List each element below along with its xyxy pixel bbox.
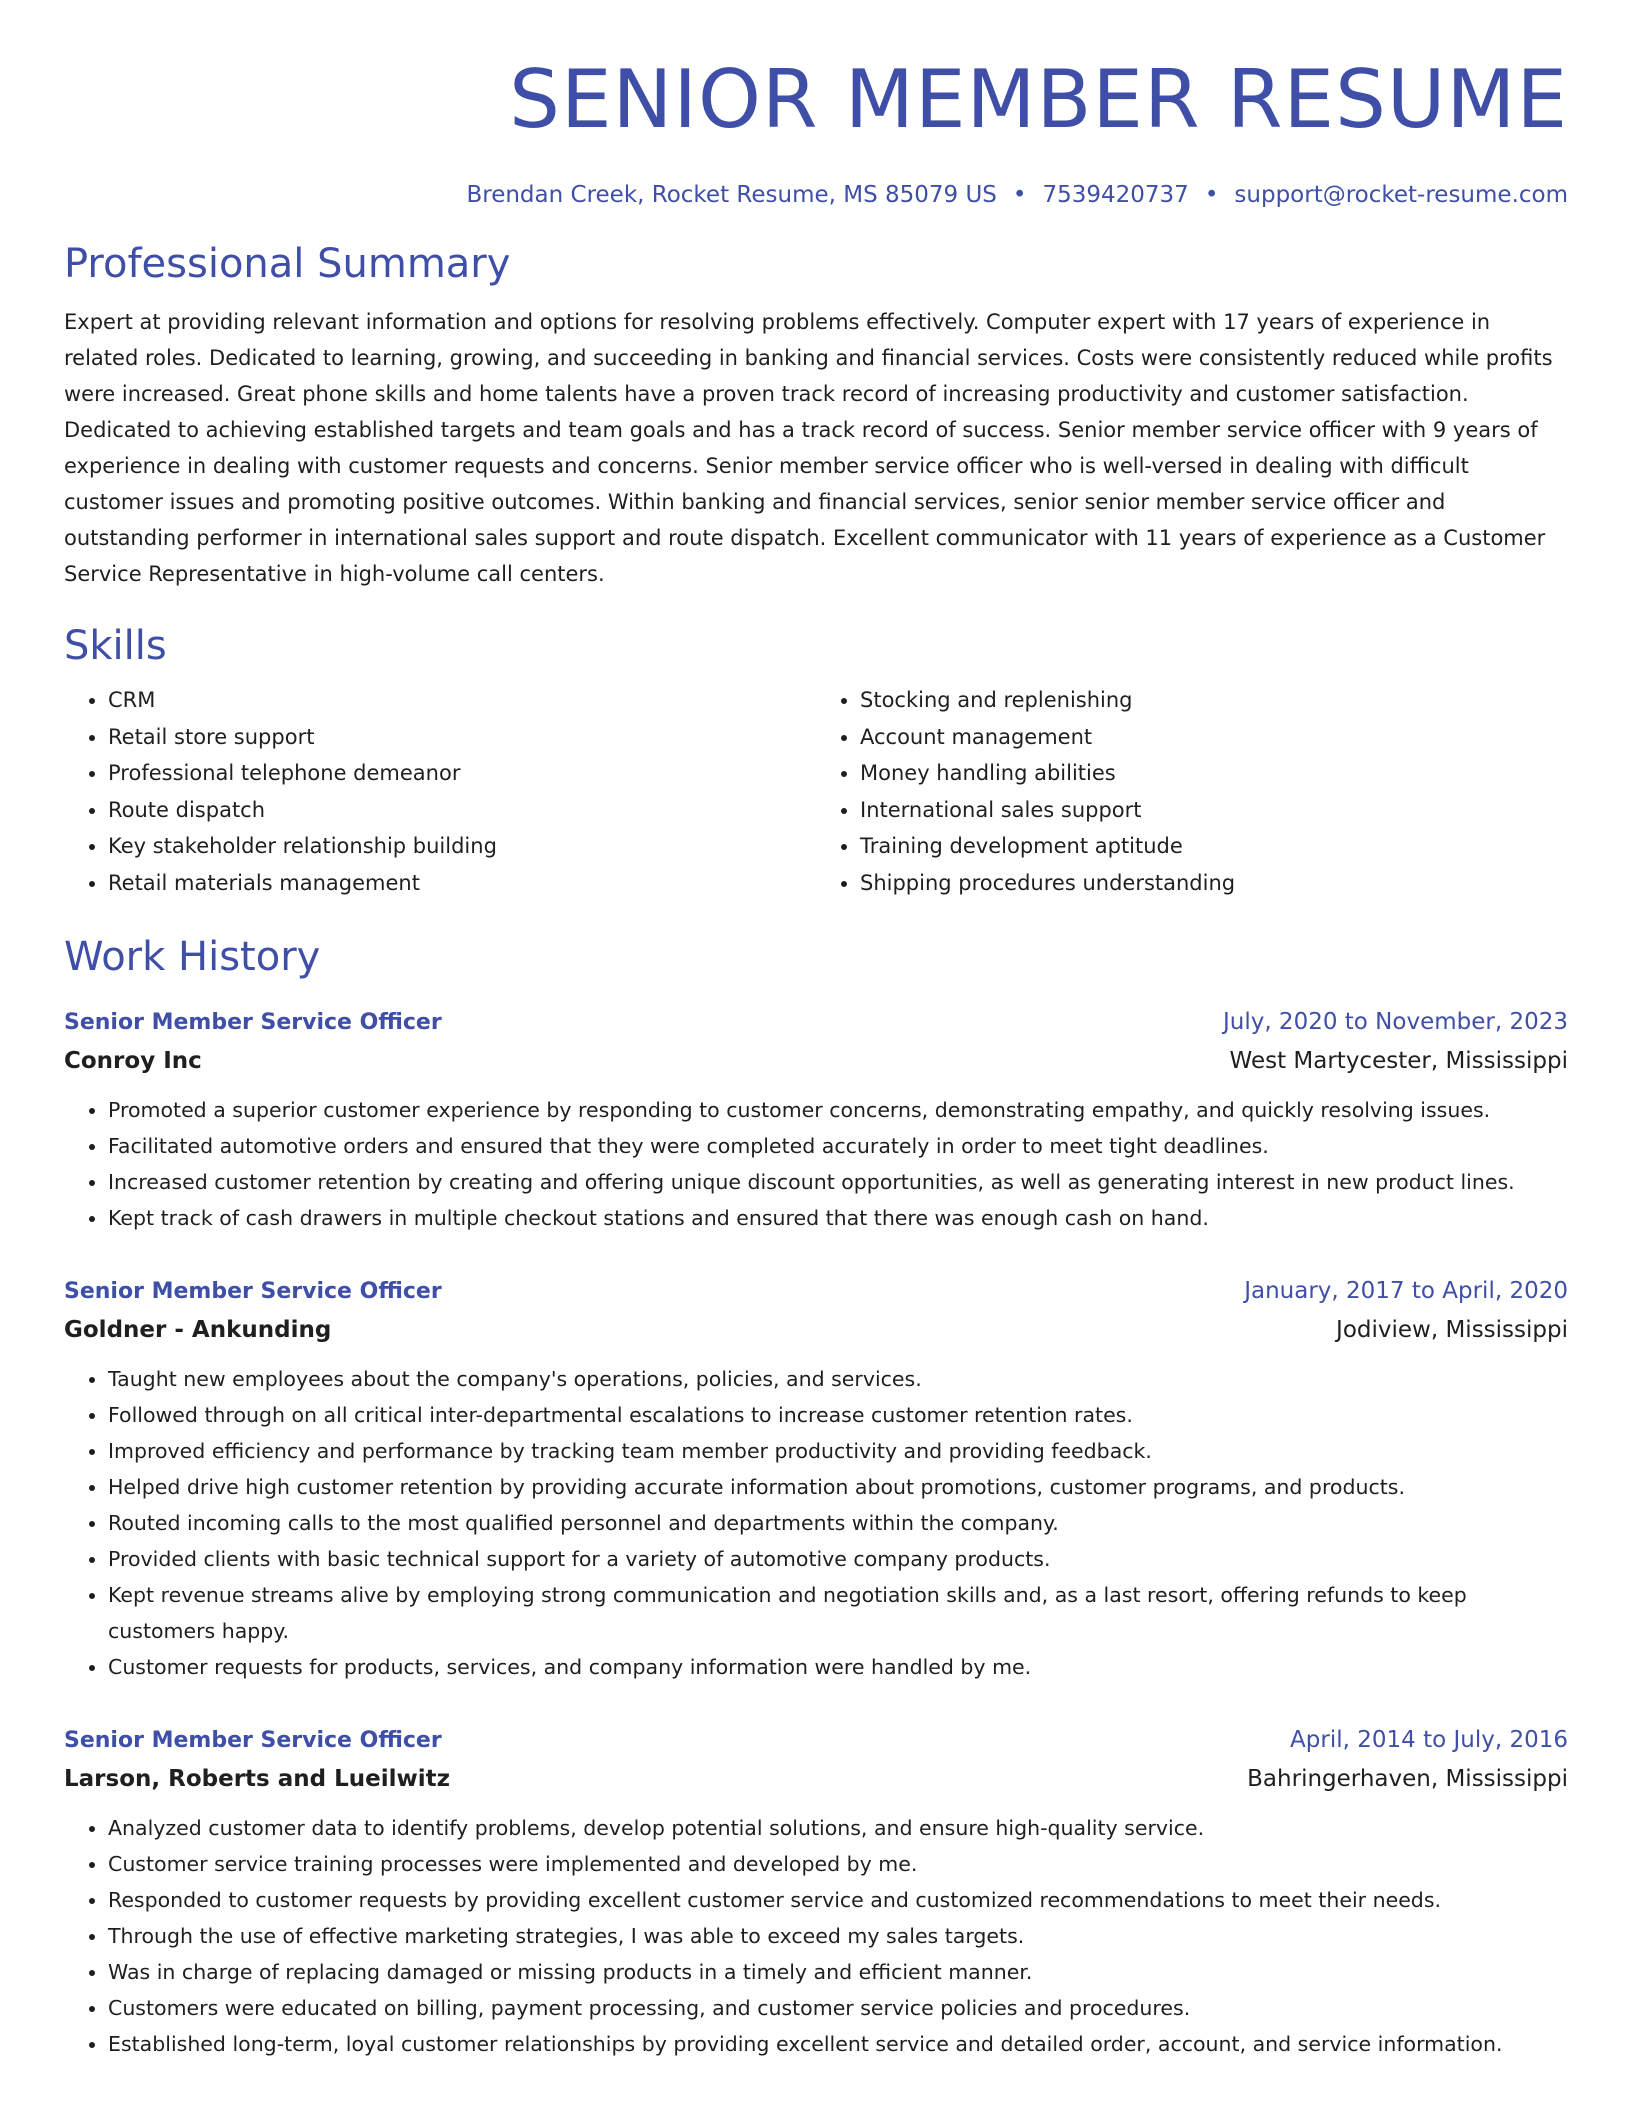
section-title: Work History (64, 934, 321, 980)
job-bullet: • Kept track of cash drawers in multiple checkout stations and ensured that there was enough cash on hand. (108, 1200, 1568, 1236)
contact-separator: • (1012, 182, 1027, 208)
job-bullet: • Through the use of effective marketing strategies, I was able to exceed my sales targets. (108, 1918, 1568, 1954)
resume-name: SENIOR MEMBER RESUME (509, 53, 1568, 146)
skill-item: • Money handling abilities (860, 755, 1568, 792)
job-bullet: • Promoted a superior customer experience by responding to customer concerns, demonstrating empathy, and quickly resolving issues. (108, 1092, 1568, 1128)
contact-address: Brendan Creek, Rocket Resume, MS 85079 US (466, 182, 997, 208)
job-location: West Martycester, Mississippi (1229, 1048, 1568, 1074)
job-title-row (64, 1007, 1568, 1038)
job-bullet: • Taught new employees about the company's operations, policies, and services. (108, 1361, 1568, 1397)
job-bullet: • Improved efficiency and performance by tracking team member productivity and providing feedback. (108, 1433, 1568, 1469)
skill-item: • Stocking and replenishing (860, 682, 1568, 719)
skills-section (64, 620, 1568, 901)
skills-list-left (64, 682, 816, 901)
job-bullet: • Kept revenue streams alive by employing strong communication and negotiation skills and, as a last resort, offering refunds to keep customers happy. (108, 1577, 1568, 1649)
job-dates: July, 2020 to November, 2023 (1222, 1009, 1568, 1035)
job-dates: April, 2014 to July, 2016 (1290, 1727, 1568, 1753)
skills-list-right (816, 682, 1568, 901)
job-bullet: • Responded to customer requests by providing excellent customer service and customized recommendations to meet their needs. (108, 1882, 1568, 1918)
skill-item: • Professional telephone demeanor (108, 755, 816, 792)
skill-item: • Route dispatch (108, 792, 816, 829)
job-company-row (64, 1307, 1568, 1347)
job-company: Conroy Inc (64, 1048, 202, 1074)
summary-text: Expert at providing relevant information and options for resolving problems effectively. Computer expert with 17 years of experience in related roles. Dedicated to learning, growing, and succeeding in banking and financial services. Costs were consistently reduced while profits were increased. Great phone skills and home talents have a proven track record of increasing productivity and customer satisfaction. Dedicated to achieving established targets and team goals and has a track record of success. Senior member service officer with 9 years of experience in dealing with customer requests and concerns. Senior member service officer who is well-versed in dealing with difficult customer issues and promoting positive outcomes. Within banking and financial services, senior senior member service officer and outstanding performer in international sales support and route dispatch. Excellent communicator with 11 years of experience as a Customer Service Representative in high-volume call centers. (64, 310, 1553, 586)
job-title: Senior Member Service Officer (64, 1728, 442, 1753)
skill-item: • Key stakeholder relationship building (108, 828, 816, 865)
skill-item: • Account management (860, 719, 1568, 756)
job-bullet: • Helped drive high customer retention by providing accurate information about promotions, customer programs, and products. (108, 1469, 1568, 1505)
job-bullet: • Established long-term, loyal customer relationships by providing excellent service and detailed order, account, and service information. (108, 2026, 1568, 2062)
job-bullet: • Was in charge of replacing damaged or missing products in a timely and efficient manner. (108, 1954, 1568, 1990)
job-bullets (64, 1092, 1568, 1236)
job-bullet: • Routed incoming calls to the most qualified personnel and departments within the company. (108, 1505, 1568, 1541)
job-company: Larson, Roberts and Lueilwitz (64, 1766, 451, 1792)
skill-item: • Retail store support (108, 719, 816, 756)
job-bullet: • Provided clients with basic technical support for a variety of automotive company products. (108, 1541, 1568, 1577)
skill-item: • International sales support (860, 792, 1568, 829)
skill-item: • Training development aptitude (860, 828, 1568, 865)
job-entry (64, 1276, 1568, 1685)
professional-summary-section (64, 238, 1568, 592)
job-bullet: • Followed through on all critical inter-departmental escalations to increase customer retention rates. (108, 1397, 1568, 1433)
job-entry (64, 1007, 1568, 1236)
job-bullet: • Customers were educated on billing, payment processing, and customer service policies and procedures. (108, 1990, 1568, 2026)
job-bullets (64, 1361, 1568, 1685)
job-bullet: • Facilitated automotive orders and ensured that they were completed accurately in order to meet tight deadlines. (108, 1128, 1568, 1164)
skill-item: • Shipping procedures understanding (860, 865, 1568, 902)
skills-grid (64, 682, 1568, 901)
job-bullet: • Customer requests for products, services, and company information were handled by me. (108, 1649, 1568, 1685)
skill-item: • Retail materials management (108, 865, 816, 902)
skill-item: • CRM (108, 682, 816, 719)
job-company-row (64, 1756, 1568, 1796)
job-bullet: • Analyzed customer data to identify problems, develop potential solutions, and ensure high-quality service. (108, 1810, 1568, 1846)
job-title: Senior Member Service Officer (64, 1279, 442, 1304)
job-dates: January, 2017 to April, 2020 (1244, 1278, 1568, 1304)
job-bullets (64, 1810, 1568, 2062)
job-bullet: • Customer service training processes were implemented and developed by me. (108, 1846, 1568, 1882)
job-location: Bahringerhaven, Mississippi (1247, 1766, 1568, 1792)
job-company-row (64, 1038, 1568, 1078)
job-company: Goldner - Ankunding (64, 1317, 332, 1343)
contact-separator: • (1204, 182, 1219, 208)
contact-line (64, 180, 1568, 210)
contact-phone: 7539420737 (1042, 182, 1189, 208)
job-bullet: • Increased customer retention by creating and offering unique discount opportunities, as well as generating interest in new product lines. (108, 1164, 1568, 1200)
job-title: Senior Member Service Officer (64, 1010, 442, 1035)
job-title-row (64, 1276, 1568, 1307)
work-history-section (64, 931, 1568, 2062)
job-entry (64, 1725, 1568, 2062)
resume-page (64, 0, 1568, 2062)
job-title-row (64, 1725, 1568, 1756)
section-title: Professional Summary (64, 241, 511, 287)
contact-email: support@rocket-resume.com (1234, 182, 1568, 208)
job-location: Jodiview, Mississippi (1336, 1317, 1568, 1343)
section-title: Skills (64, 623, 167, 669)
resume-header (64, 0, 1568, 210)
